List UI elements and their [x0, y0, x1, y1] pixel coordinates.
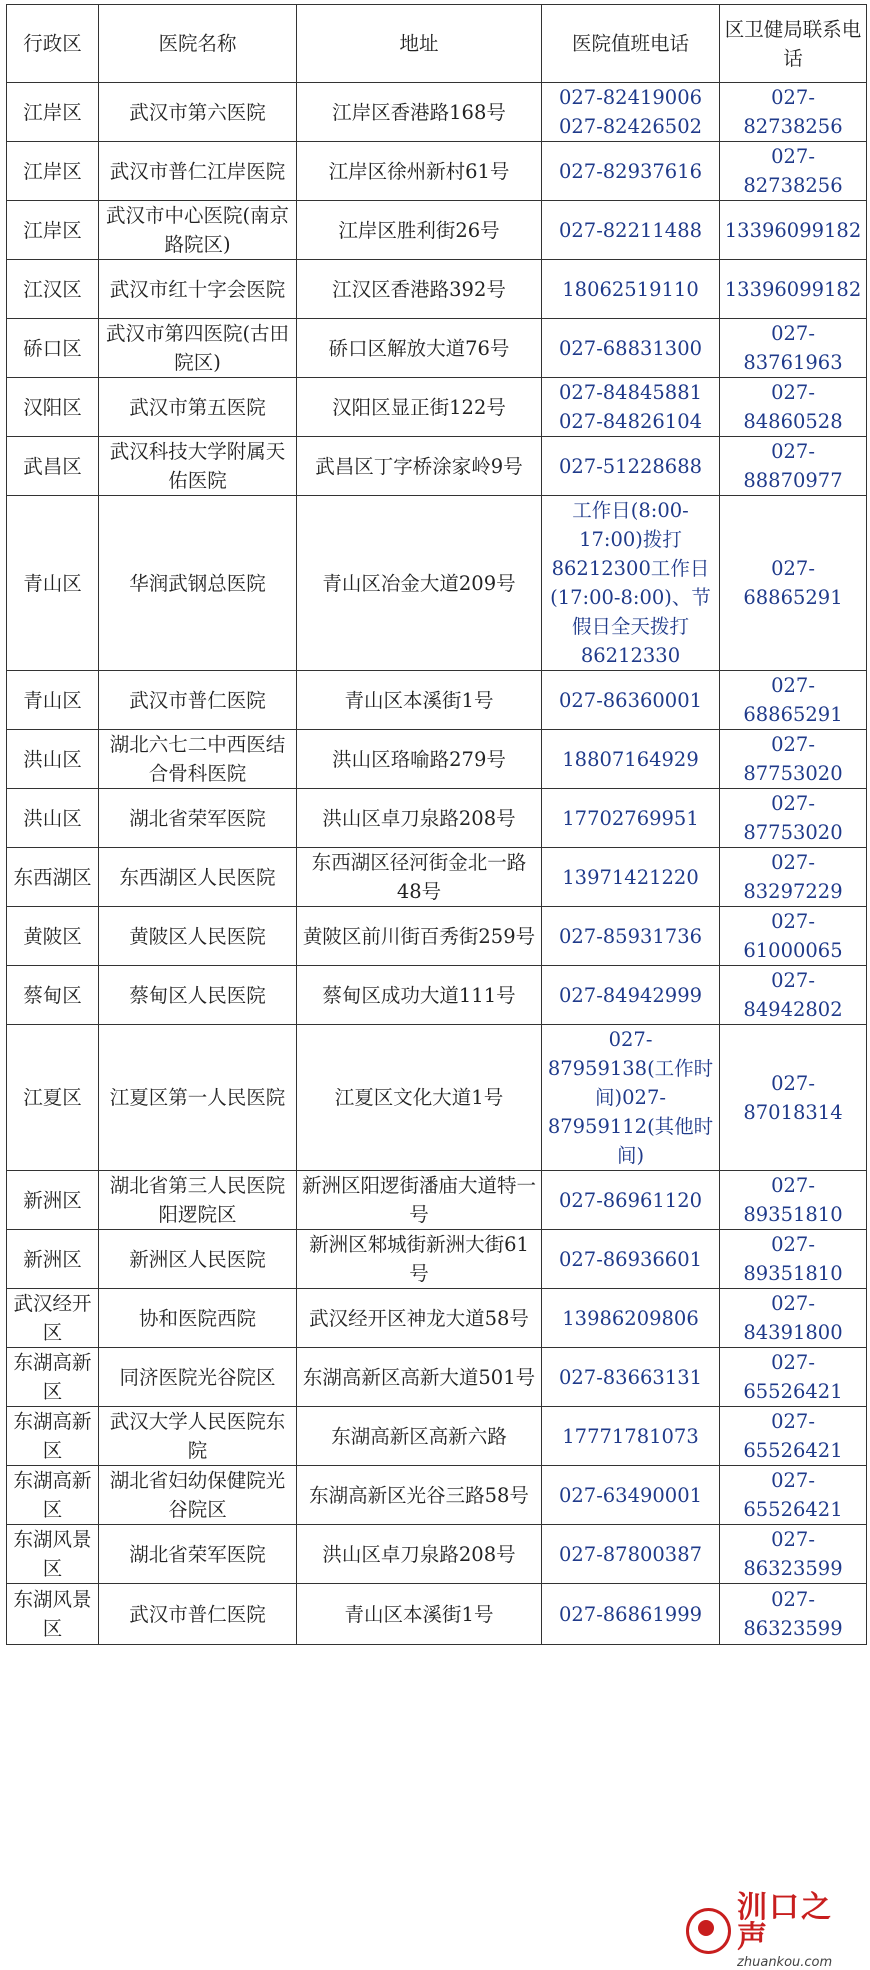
cell-bureau-phone: 027-65526421 — [720, 1466, 867, 1525]
cell-district: 江岸区 — [7, 201, 99, 260]
cell-bureau-phone: 027-88870977 — [720, 437, 867, 496]
cell-bureau-phone: 027-84391800 — [720, 1289, 867, 1348]
cell-duty-phone: 13971421220 — [542, 848, 720, 907]
table-row — [7, 1466, 867, 1525]
cell-bureau-phone: 027-89351810 — [720, 1230, 867, 1289]
cell-address: 东湖高新区光谷三路58号 — [297, 1466, 542, 1525]
cell-address: 东西湖区径河街金北一路48号 — [297, 848, 542, 907]
cell-hospital: 武汉市红十字会医院 — [99, 260, 297, 319]
cell-district: 江岸区 — [7, 83, 99, 142]
cell-duty-phone: 17702769951 — [542, 789, 720, 848]
cell-hospital: 湖北六七二中西医结合骨科医院 — [99, 730, 297, 789]
cell-bureau-phone: 027-86323599 — [720, 1584, 867, 1645]
table-row — [7, 142, 867, 201]
cell-hospital: 武汉市普仁江岸医院 — [99, 142, 297, 201]
cell-bureau-phone: 027-65526421 — [720, 1348, 867, 1407]
cell-district: 洪山区 — [7, 789, 99, 848]
cell-duty-phone: 027-82419006 027-82426502 — [542, 83, 720, 142]
cell-duty-phone: 027-86861999 — [542, 1584, 720, 1645]
cell-hospital: 武汉市中心医院(南京路院区) — [99, 201, 297, 260]
cell-bureau-phone: 027-89351810 — [720, 1171, 867, 1230]
cell-district: 青山区 — [7, 671, 99, 730]
cell-duty-phone: 027-84942999 — [542, 966, 720, 1025]
cell-bureau-phone: 027-84942802 — [720, 966, 867, 1025]
cell-bureau-phone: 027-68865291 — [720, 496, 867, 671]
cell-district: 江岸区 — [7, 142, 99, 201]
cell-hospital: 湖北省荣军医院 — [99, 1525, 297, 1584]
watermark — [684, 1890, 862, 1970]
cell-address: 江岸区胜利街26号 — [297, 201, 542, 260]
header-duty-phone: 医院值班电话 — [542, 5, 720, 83]
cell-address: 江汉区香港路392号 — [297, 260, 542, 319]
cell-address: 青山区本溪街1号 — [297, 671, 542, 730]
cell-hospital: 湖北省荣军医院 — [99, 789, 297, 848]
cell-duty-phone: 027-82937616 — [542, 142, 720, 201]
cell-address: 硚口区解放大道76号 — [297, 319, 542, 378]
cell-address: 江岸区香港路168号 — [297, 83, 542, 142]
table-row — [7, 319, 867, 378]
cell-hospital: 蔡甸区人民医院 — [99, 966, 297, 1025]
cell-bureau-phone: 027-83297229 — [720, 848, 867, 907]
cell-district: 黄陂区 — [7, 907, 99, 966]
cell-address: 武昌区丁字桥涂家岭9号 — [297, 437, 542, 496]
cell-address: 洪山区卓刀泉路208号 — [297, 789, 542, 848]
cell-bureau-phone: 027-65526421 — [720, 1407, 867, 1466]
cell-bureau-phone: 027-87753020 — [720, 730, 867, 789]
cell-district: 东西湖区 — [7, 848, 99, 907]
table-row — [7, 789, 867, 848]
cell-duty-phone: 027-87959138(工作时间)027-87959112(其他时间) — [542, 1025, 720, 1171]
cell-duty-phone: 17771781073 — [542, 1407, 720, 1466]
cell-district: 青山区 — [7, 496, 99, 671]
cell-district: 江夏区 — [7, 1025, 99, 1171]
table-row — [7, 1348, 867, 1407]
cell-bureau-phone: 027-82738256 — [720, 142, 867, 201]
cell-duty-phone: 027-86936601 — [542, 1230, 720, 1289]
cell-duty-phone: 027-82211488 — [542, 201, 720, 260]
cell-hospital: 东西湖区人民医院 — [99, 848, 297, 907]
cell-address: 洪山区卓刀泉路208号 — [297, 1525, 542, 1584]
cell-duty-phone: 18062519110 — [542, 260, 720, 319]
table-row — [7, 730, 867, 789]
cell-bureau-phone: 027-83761963 — [720, 319, 867, 378]
cell-address: 新洲区阳逻街潘庙大道特一号 — [297, 1171, 542, 1230]
cell-hospital: 黄陂区人民医院 — [99, 907, 297, 966]
cell-hospital: 武汉科技大学附属天佑医院 — [99, 437, 297, 496]
cell-hospital: 武汉市第六医院 — [99, 83, 297, 142]
cell-district: 武汉经开区 — [7, 1289, 99, 1348]
cell-district: 东湖风景区 — [7, 1525, 99, 1584]
header-row — [7, 5, 867, 83]
cell-district: 硚口区 — [7, 319, 99, 378]
cell-bureau-phone: 027-82738256 — [720, 83, 867, 142]
watermark-logo-icon — [686, 1908, 731, 1954]
watermark-text — [737, 1890, 862, 1970]
cell-hospital: 湖北省妇幼保健院光谷院区 — [99, 1466, 297, 1525]
cell-district: 东湖高新区 — [7, 1466, 99, 1525]
table-row — [7, 83, 867, 142]
table-row — [7, 671, 867, 730]
cell-district: 东湖风景区 — [7, 1584, 99, 1645]
table-row — [7, 1525, 867, 1584]
table-row — [7, 966, 867, 1025]
table-row — [7, 1584, 867, 1645]
cell-hospital: 武汉市第五医院 — [99, 378, 297, 437]
cell-duty-phone: 027-83663131 — [542, 1348, 720, 1407]
cell-duty-phone: 18807164929 — [542, 730, 720, 789]
table-body — [7, 83, 867, 1645]
table-row — [7, 1407, 867, 1466]
cell-duty-phone: 027-84845881 027-84826104 — [542, 378, 720, 437]
cell-district: 新洲区 — [7, 1230, 99, 1289]
header-bureau-phone: 区卫健局联系电话 — [720, 5, 867, 83]
cell-address: 青山区本溪街1号 — [297, 1584, 542, 1645]
cell-address: 黄陂区前川街百秀街259号 — [297, 907, 542, 966]
table-row — [7, 848, 867, 907]
cell-hospital: 华润武钢总医院 — [99, 496, 297, 671]
cell-bureau-phone: 027-84860528 — [720, 378, 867, 437]
cell-address: 江夏区文化大道1号 — [297, 1025, 542, 1171]
cell-hospital: 协和医院西院 — [99, 1289, 297, 1348]
watermark-en: zhuankou.com — [737, 1955, 833, 1970]
cell-duty-phone: 027-85931736 — [542, 907, 720, 966]
hospital-table — [6, 4, 867, 1645]
table-row — [7, 1025, 867, 1171]
cell-address: 蔡甸区成功大道111号 — [297, 966, 542, 1025]
cell-bureau-phone: 027-68865291 — [720, 671, 867, 730]
cell-hospital: 湖北省第三人民医院阳逻院区 — [99, 1171, 297, 1230]
cell-bureau-phone: 13396099182 — [720, 260, 867, 319]
table-row — [7, 378, 867, 437]
cell-address: 武汉经开区神龙大道58号 — [297, 1289, 542, 1348]
header-address: 地址 — [297, 5, 542, 83]
table-row — [7, 496, 867, 671]
cell-address: 东湖高新区高新六路 — [297, 1407, 542, 1466]
table-row — [7, 201, 867, 260]
cell-address: 新洲区邾城街新洲大街61号 — [297, 1230, 542, 1289]
cell-duty-phone: 027-63490001 — [542, 1466, 720, 1525]
cell-duty-phone: 工作日(8:00-17:00)拨打86212300工作日(17:00-8:00)、节假日全天拨打86212330 — [542, 496, 720, 671]
cell-duty-phone: 027-86360001 — [542, 671, 720, 730]
cell-district: 汉阳区 — [7, 378, 99, 437]
cell-address: 青山区冶金大道209号 — [297, 496, 542, 671]
table-row — [7, 260, 867, 319]
cell-hospital: 武汉市普仁医院 — [99, 1584, 297, 1645]
cell-district: 新洲区 — [7, 1171, 99, 1230]
table-row — [7, 1230, 867, 1289]
table-row — [7, 437, 867, 496]
cell-hospital: 武汉大学人民医院东院 — [99, 1407, 297, 1466]
cell-district: 洪山区 — [7, 730, 99, 789]
cell-hospital: 武汉市普仁医院 — [99, 671, 297, 730]
cell-district: 蔡甸区 — [7, 966, 99, 1025]
cell-district: 武昌区 — [7, 437, 99, 496]
cell-district: 江汉区 — [7, 260, 99, 319]
header-district: 行政区 — [7, 5, 99, 83]
cell-address: 洪山区珞喻路279号 — [297, 730, 542, 789]
table-row — [7, 1171, 867, 1230]
cell-district: 东湖高新区 — [7, 1407, 99, 1466]
cell-bureau-phone: 027-87753020 — [720, 789, 867, 848]
cell-duty-phone: 027-51228688 — [542, 437, 720, 496]
cell-duty-phone: 027-87800387 — [542, 1525, 720, 1584]
cell-hospital: 江夏区第一人民医院 — [99, 1025, 297, 1171]
cell-district: 东湖高新区 — [7, 1348, 99, 1407]
table-row — [7, 1289, 867, 1348]
cell-bureau-phone: 13396099182 — [720, 201, 867, 260]
cell-bureau-phone: 027-87018314 — [720, 1025, 867, 1171]
watermark-cn: 汌口之声 — [737, 1890, 834, 1955]
cell-hospital: 武汉市第四医院(古田院区) — [99, 319, 297, 378]
table-wrapper — [6, 4, 866, 1645]
cell-address: 东湖高新区高新大道501号 — [297, 1348, 542, 1407]
cell-duty-phone: 027-86961120 — [542, 1171, 720, 1230]
cell-duty-phone: 13986209806 — [542, 1289, 720, 1348]
header-hospital: 医院名称 — [99, 5, 297, 83]
cell-hospital: 新洲区人民医院 — [99, 1230, 297, 1289]
cell-hospital: 同济医院光谷院区 — [99, 1348, 297, 1407]
table-row — [7, 907, 867, 966]
cell-address: 江岸区徐州新村61号 — [297, 142, 542, 201]
cell-bureau-phone: 027-61000065 — [720, 907, 867, 966]
cell-address: 汉阳区显正街122号 — [297, 378, 542, 437]
cell-bureau-phone: 027-86323599 — [720, 1525, 867, 1584]
cell-duty-phone: 027-68831300 — [542, 319, 720, 378]
